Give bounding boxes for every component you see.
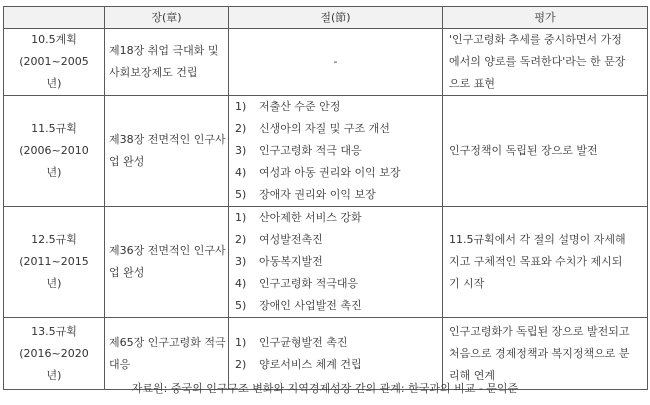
section-number: 2) (235, 122, 247, 135)
evaluation-cell-line: 리해 연계 (449, 368, 496, 382)
five-year-plan-table (3, 6, 648, 390)
section-number: 5) (235, 188, 247, 201)
section-item (233, 207, 438, 229)
table-row (4, 29, 648, 96)
header-section: 절(節) (229, 7, 443, 29)
table-row (4, 96, 648, 207)
section-item (233, 273, 438, 295)
chapter-cell-line: 대응 (109, 357, 131, 371)
section-number: 4) (235, 277, 247, 290)
header-row (4, 7, 648, 29)
section-item (233, 229, 438, 251)
plan-cell-line: 10.5계획 (31, 33, 77, 46)
section-cell (229, 207, 443, 318)
section-number: 2) (235, 233, 247, 246)
evaluation-cell (443, 29, 648, 96)
evaluation-cell-line: 11.5규획에서 각 절의 설명이 자세해 (449, 233, 626, 246)
section-number: 4) (235, 166, 247, 179)
section-cell (229, 29, 443, 96)
plan-cell-line: 년) (46, 166, 62, 179)
evaluation-cell-line: 처음으로 경제정책과 복지정책으로 분 (449, 346, 630, 360)
plan-cell (4, 29, 105, 96)
chapter-cell-line: 제18장 취업 극대화 및 (109, 44, 219, 57)
section-item (233, 118, 438, 140)
section-list (233, 332, 438, 376)
section-item (233, 140, 438, 162)
section-item (233, 184, 438, 206)
section-text: 아동복지발전 (259, 255, 323, 268)
section-item (233, 96, 438, 118)
section-number: 1) (235, 335, 247, 349)
section-cell (229, 96, 443, 207)
section-text: 여성발전촉진 (259, 233, 323, 246)
plan-cell-line: 11.5규획 (31, 122, 77, 135)
section-number: 2) (235, 357, 247, 371)
section-number: 3) (235, 255, 247, 268)
plan-cell-line: (2011~2015 (19, 255, 89, 268)
plan-cell-line: 13.5규획 (31, 324, 77, 338)
section-number: 3) (235, 144, 247, 157)
source-caption: 자료원: 중국의 인구구조 변화와 지역경제성장 간의 관계: 한국과의 비교 - 문익준 (131, 382, 519, 395)
evaluation-cell-line: 에서의 양로를 독려한다'라는 한 문장 (449, 55, 626, 68)
section-empty-dash: - (333, 55, 338, 68)
chapter-cell (105, 96, 229, 207)
section-text: 양로서비스 체계 건립 (259, 357, 362, 371)
section-number: 1) (235, 211, 247, 224)
section-text: 산아제한 서비스 강화 (259, 211, 362, 224)
section-text: 장애자 권리와 이익 보장 (259, 188, 376, 201)
plan-table-container (3, 6, 647, 390)
section-text: 저출산 수준 안정 (259, 100, 341, 113)
plan-cell (4, 318, 105, 390)
evaluation-cell (443, 207, 648, 318)
plan-cell-line: 년) (46, 277, 62, 290)
section-text: 인구균형발전 촉진 (259, 335, 348, 349)
header-plan (4, 7, 105, 29)
chapter-cell-line: 제65장 인구고령화 적극 (109, 335, 226, 349)
table-row (4, 207, 648, 318)
plan-cell (4, 207, 105, 318)
plan-cell-line: 12.5규획 (31, 233, 77, 246)
chapter-cell-line: 제36장 전면적인 인구사 (109, 244, 226, 257)
chapter-cell-line: 사회보장제도 건립 (109, 66, 198, 79)
chapter-cell (105, 29, 229, 96)
plan-cell (4, 96, 105, 207)
section-item (233, 251, 438, 273)
chapter-cell-line: 업 완성 (109, 266, 145, 279)
section-text: 장애인 사업발전 촉진 (259, 299, 362, 312)
section-number: 5) (235, 299, 247, 312)
section-number: 1) (235, 100, 247, 113)
evaluation-cell-line: 기 시작 (449, 277, 485, 290)
section-item (233, 162, 438, 184)
chapter-cell-line: 제38장 전면적인 인구사 (109, 133, 226, 146)
header-chapter: 장(章) (105, 7, 229, 29)
evaluation-cell-line: 지고 구체적인 목표와 수치가 제시되 (449, 255, 623, 268)
chapter-cell-line: 업 완성 (109, 155, 145, 168)
table-body (4, 29, 648, 390)
chapter-cell (105, 318, 229, 390)
section-text: 인구고령화 적극대응 (259, 277, 359, 290)
evaluation-cell-line: '인구고령화 추세를 중시하면서 가정 (449, 33, 622, 46)
section-text: 신생아의 자질 및 구조 개선 (259, 122, 390, 135)
section-list (233, 207, 438, 317)
section-item (233, 295, 438, 317)
section-text: 인구고령화 적극 대응 (259, 144, 362, 157)
section-list (233, 96, 438, 206)
plan-cell-line: (2001~2005 (19, 55, 89, 68)
section-cell (229, 318, 443, 390)
evaluation-cell-line: 인구정책이 독립된 장으로 발전 (449, 144, 598, 157)
header-evaluation: 평가 (443, 7, 648, 29)
plan-cell-line: (2006~2010 (19, 144, 89, 157)
evaluation-cell-line: 으로 표현 (449, 77, 496, 90)
section-text: 여성과 아동 권리와 이익 보장 (259, 166, 401, 179)
plan-cell-line: 년) (46, 77, 62, 90)
plan-cell-line: (2016~2020 (19, 346, 89, 360)
evaluation-cell-line: 인구고령화가 독립된 장으로 발전되고 (449, 324, 630, 338)
section-item (233, 332, 438, 354)
evaluation-cell (443, 96, 648, 207)
evaluation-cell (443, 318, 648, 390)
section-item (233, 354, 438, 376)
chapter-cell (105, 207, 229, 318)
plan-cell-line: 년) (46, 368, 62, 382)
table-row (4, 318, 648, 390)
